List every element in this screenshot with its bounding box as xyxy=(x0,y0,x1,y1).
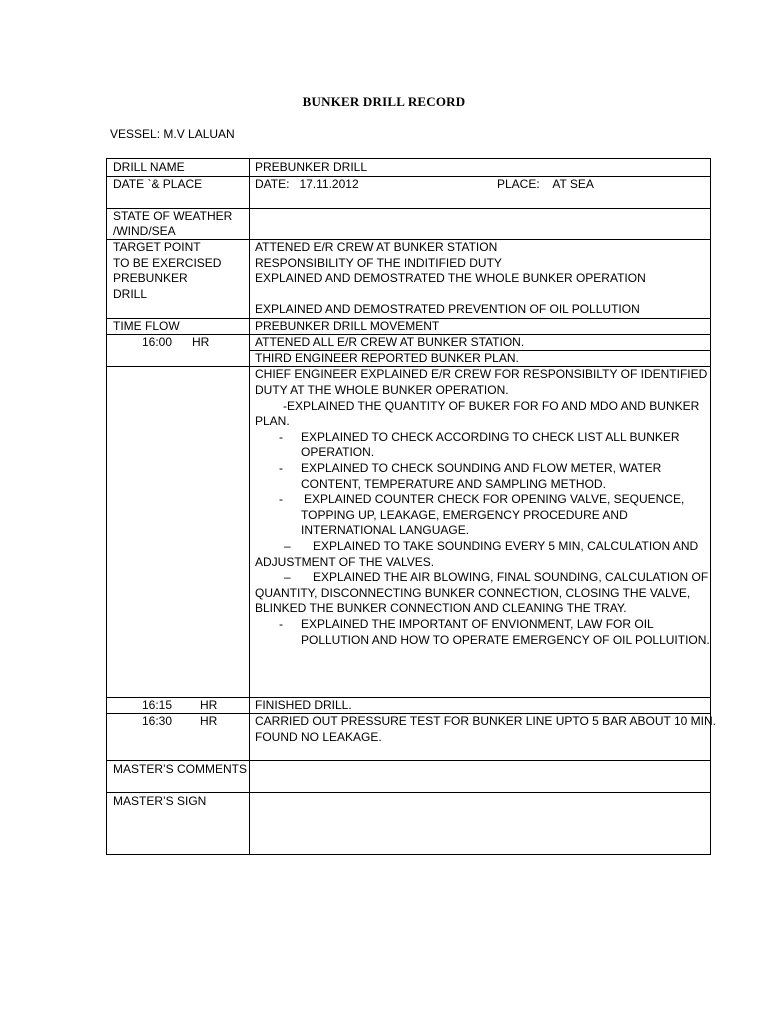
time-flow-value: PREBUNKER DRILL MOVEMENT xyxy=(255,319,440,333)
detail-line: QUANTITY, DISCONNECTING BUNKER CONNECTION, CLOSING THE VALVE, xyxy=(255,586,691,600)
time-entry: 16:30 xyxy=(142,714,173,728)
detail-line: POLLUTION AND HOW TO OPERATE EMERGENCY OF OIL POLLUITION. xyxy=(301,633,710,647)
bullet-dash: - xyxy=(279,430,283,444)
event-text: ATTENED ALL E/R CREW AT BUNKER STATION. xyxy=(255,335,525,349)
bullet-dash: - xyxy=(279,617,283,631)
detail-line: CONTENT, TEMPERATURE AND SAMPLING METHOD. xyxy=(301,477,606,491)
weather-label: /WIND/SEA xyxy=(113,224,176,238)
target-label: TO BE EXERCISED xyxy=(113,256,222,270)
masters-sign-field[interactable] xyxy=(250,793,710,854)
row-divider xyxy=(107,697,710,698)
target-line: EXPLAINED AND DEMOSTRATED PREVENTION OF OIL POLLUTION xyxy=(255,302,640,316)
bullet-dash: – xyxy=(284,570,291,584)
date-place-label: DATE `& PLACE xyxy=(113,177,203,191)
target-label: DRILL xyxy=(113,287,148,301)
detail-line: DUTY AT THE WHOLE BUNKER OPERATION. xyxy=(255,383,509,397)
vessel-name: VESSEL: M.V LALUAN xyxy=(110,127,235,141)
detail-line: EXPLAINED TO CHECK SOUNDING AND FLOW METER, WATER xyxy=(301,461,662,475)
time-entry: 16:00 xyxy=(142,335,173,349)
detail-line: -EXPLAINED THE QUANTITY OF BUKER FOR FO AND MDO AND BUNKER xyxy=(283,399,700,413)
time-entry: 16:15 xyxy=(142,698,173,712)
detail-line: BLINKED THE BUNKER CONNECTION AND CLEANING THE TRAY. xyxy=(255,601,627,615)
detail-line: INTERNATIONAL LANGUAGE. xyxy=(301,523,470,537)
event-text: THIRD ENGINEER REPORTED BUNKER PLAN. xyxy=(255,351,519,365)
time-flow-label: TIME FLOW xyxy=(113,319,180,333)
detail-line: EXPLAINED COUNTER CHECK FOR OPENING VALVE, SEQUENCE, xyxy=(304,492,685,506)
detail-line: PLAN. xyxy=(255,414,290,428)
target-line: ATTENED E/R CREW AT BUNKER STATION xyxy=(255,240,498,254)
event-text: FINISHED DRILL. xyxy=(255,698,352,712)
detail-line: CHIEF ENGINEER EXPLAINED E/R CREW FOR RESPONSIBILTY OF IDENTIFIED xyxy=(255,367,708,381)
detail-line: EXPLAINED TO CHECK ACCORDING TO CHECK LIST ALL BUNKER xyxy=(301,430,680,444)
detail-line: OPERATION. xyxy=(301,445,375,459)
time-unit: HR xyxy=(192,335,210,349)
document-title: BUNKER DRILL RECORD xyxy=(302,94,466,109)
masters-comments-field[interactable] xyxy=(250,761,710,792)
date-value: DATE: 17.11.2012 xyxy=(255,177,359,191)
time-unit: HR xyxy=(200,714,218,728)
detail-line: ADJUSTMENT OF THE VALVES. xyxy=(255,555,435,569)
masters-comments-label: MASTER’S COMMENTS xyxy=(113,762,248,776)
target-line: RESPONSIBILITY OF THE INDITIFIED DUTY xyxy=(255,256,502,270)
detail-line: EXPLAINED TO TAKE SOUNDING EVERY 5 MIN, CALCULATION AND xyxy=(313,539,699,553)
event-text: CARRIED OUT PRESSURE TEST FOR BUNKER LINE UPTO 5 BAR ABOUT 10 MIN. xyxy=(255,714,716,728)
bullet-dash: - xyxy=(279,492,283,506)
detail-line: EXPLAINED THE AIR BLOWING, FINAL SOUNDING, CALCULATION OF xyxy=(313,570,709,584)
target-line: EXPLAINED AND DEMOSTRATED THE WHOLE BUNKER OPERATION xyxy=(255,271,646,285)
drill-name-value: PREBUNKER DRILL xyxy=(255,160,368,174)
drill-name-label: DRILL NAME xyxy=(113,160,185,174)
column-divider xyxy=(249,159,250,854)
target-label: TARGET POINT xyxy=(113,240,201,254)
masters-sign-label: MASTER’S SIGN xyxy=(113,794,207,808)
bullet-dash: – xyxy=(284,539,291,553)
drill-record-table xyxy=(106,158,716,855)
event-text: FOUND NO LEAKAGE. xyxy=(255,730,382,744)
detail-line: TOPPING UP, LEAKAGE, EMERGENCY PROCEDURE AND xyxy=(301,508,628,522)
time-unit: HR xyxy=(200,698,218,712)
bullet-dash: - xyxy=(279,461,283,475)
place-value: PLACE: AT SEA xyxy=(497,177,594,191)
weather-label: STATE OF WEATHER xyxy=(113,209,233,223)
target-label: PREBUNKER xyxy=(113,271,188,285)
detail-line: EXPLAINED THE IMPORTANT OF ENVIONMENT, LAW FOR OIL xyxy=(301,617,654,631)
